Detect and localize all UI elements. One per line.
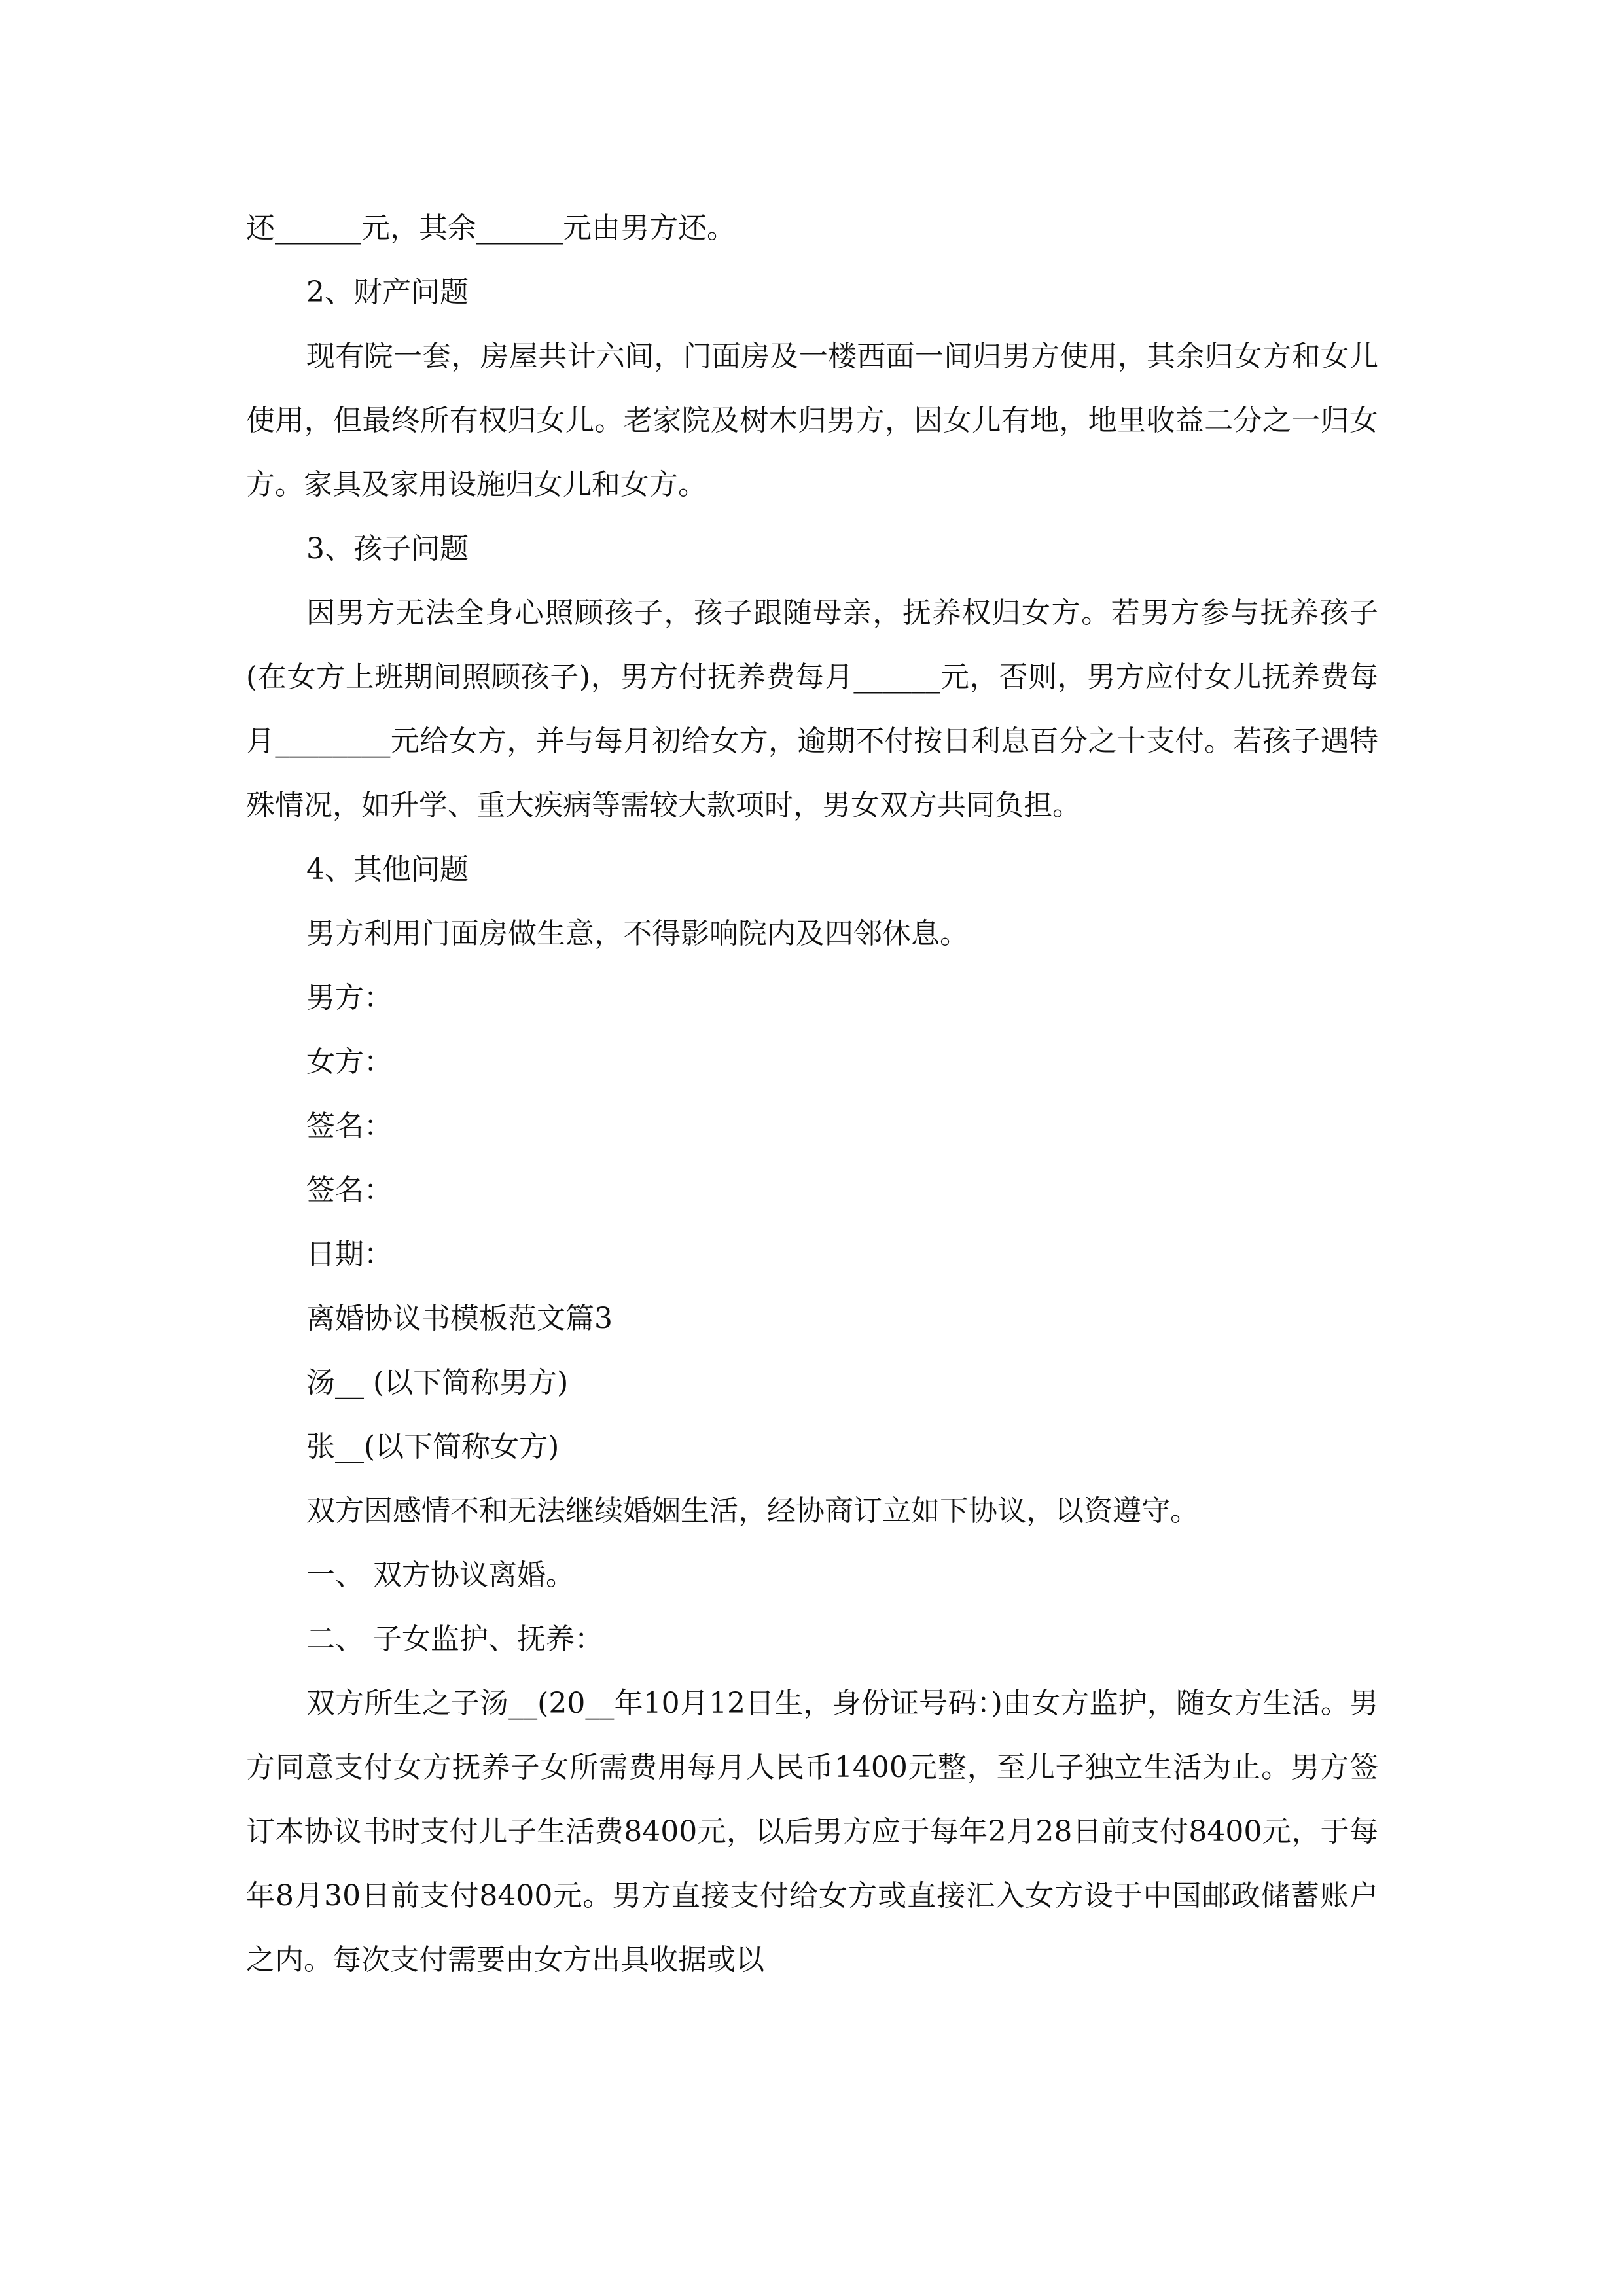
paragraph-property: 现有院一套，房屋共计六间，门面房及一楼西面一间归男方使用，其余归女方和女儿使用，但最终所有权归女儿。老家院及树木归男方，因女儿有地，地里收益二分之一归女方。家具及家用设施归女儿和女方。 [246,340,1378,501]
heading-other-issues: 4、其他问题 [306,853,469,886]
paragraph-other: 男方利用门面房做生意，不得影响院内及四邻休息。 [306,917,969,950]
paragraph-child-support: 因男方无法全身心照顾孩子，孩子跟随母亲，抚养权归女方。若男方参与抚养孩子(在女方上班期间照顾孩子)，男方付抚养费每月______元，否则，男方应付女儿抚养费每月________元给女方，并与每月初给女方，逾期不付按日利息百分之十支付。若孩子遇特殊情况，如升学、重大疾病等需较大款项时，男女双方共同负担。 [246,596,1378,822]
label-signature-1: 签名： [306,1109,393,1143]
label-female-party: 女方： [306,1045,393,1079]
label-signature-2: 签名： [306,1174,393,1207]
paragraph-repayment-split: 还______元，其余______元由男方还。 [246,211,736,245]
heading-property-issues: 2、财产问题 [306,276,469,309]
paragraph-agreement-intro: 双方因感情不和无法继续婚姻生活，经协商订立如下协议，以资遵守。 [306,1494,1199,1528]
heading-child-issues: 3、孩子问题 [306,532,469,565]
party-male-line: 汤__ (以下简称男方) [306,1366,569,1399]
section-title-template-3: 离婚协议书模板范文篇3 [306,1302,613,1335]
clause-1-divorce: 一、 双方协议离婚。 [306,1558,575,1592]
party-female-line: 张__(以下简称女方) [306,1430,560,1463]
label-date: 日期： [306,1238,393,1271]
clause-2-custody: 二、 子女监护、抚养： [306,1623,603,1656]
paragraph-custody-details: 双方所生之子汤__(20__年10月12日生，身份证号码：)由女方监护，随女方生活。男方同意支付女方抚养子女所需费用每月人民币1400元整，至儿子独立生活为止。男方签订本协议书时支付儿子生活费8400元，以后男方应于每年2月28日前支付8400元，于每年8月30日前支付8400元。男方直接支付给女方或直接汇入女方设于中国邮政储蓄账户之内。每次支付需要由女方出具收据或以 [246,1687,1378,1977]
document-body [246,196,1378,1992]
label-male-party: 男方： [306,981,393,1014]
